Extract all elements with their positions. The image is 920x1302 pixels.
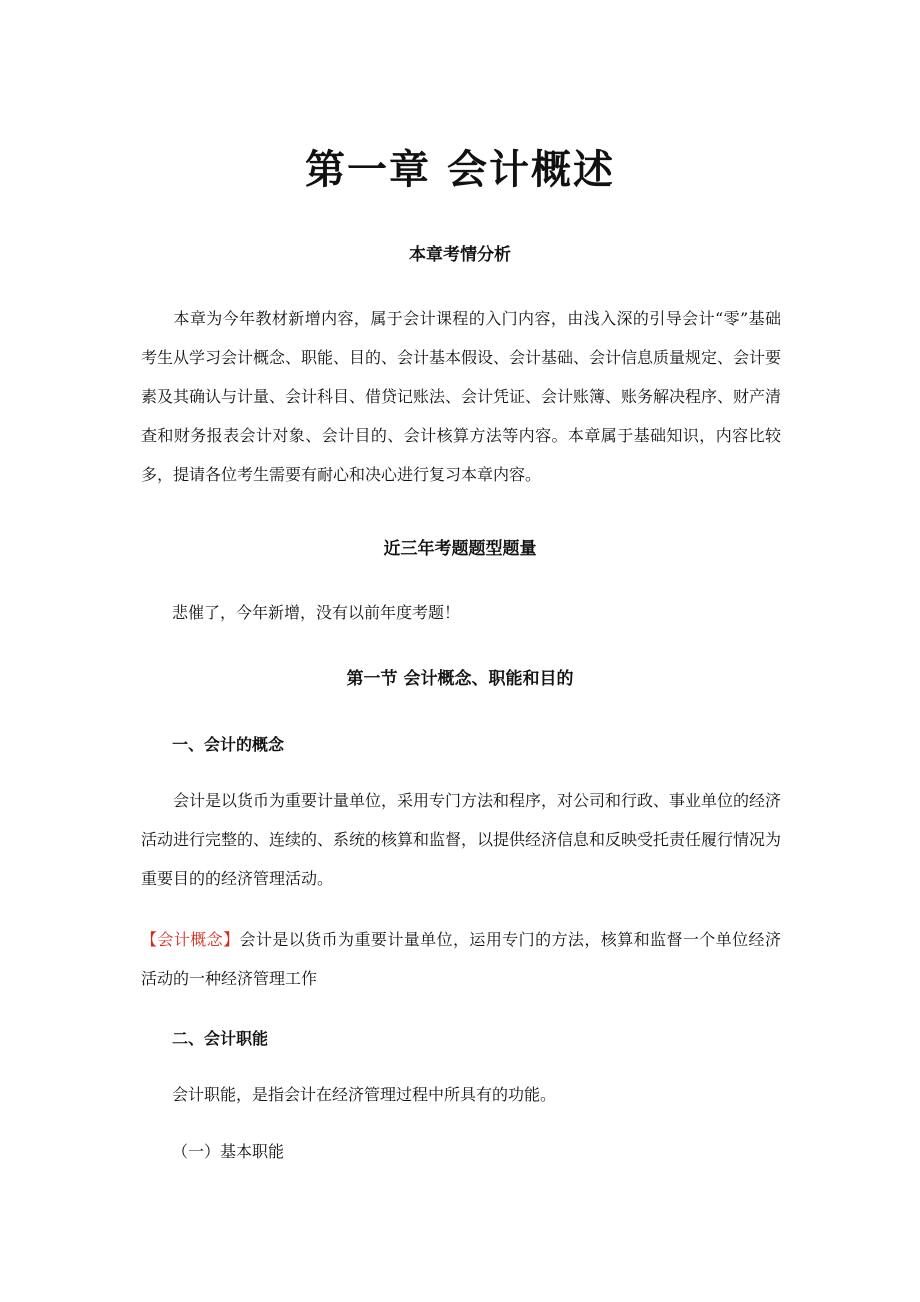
concept-heading: 一、会计的概念 [172, 735, 285, 754]
concept-text: 会计是以货币为重要计量单位，采用专门方法和程序，对公司和行政、事业单位的经济活动进行完整的、连续的、系统的核算和监督，以提供经济信息和反映受托责任履行情况为重要目的的经济管理活动。 [141, 791, 782, 888]
section-1-heading: 第一节 会计概念、职能和目的 [346, 669, 574, 689]
concept-note-tag: 【会计概念】 [141, 930, 240, 949]
functions-heading: 二、会计职能 [172, 1029, 269, 1048]
recent-exams-text: 悲催了，今年新增，没有以前年度考题！ [172, 603, 461, 622]
functions-text: 会计职能，是指会计在经济管理过程中所具有的功能。 [172, 1085, 557, 1104]
recent-exams-heading: 近三年考题题型题量 [383, 539, 537, 559]
chapter-title: 第一章 会计概述 [305, 146, 615, 193]
exam-analysis-text: 本章为今年教材新增内容，属于会计课程的入门内容，由浅入深的引导会计“零”基础考生从学习会计概念、职能、目的、会计基本假设、会计基础、会计信息质量规定、会计要素及其确认与计量、会计科目、借贷记账法、会计凭证、会计账簿、账务解决程序、财产清查和财务报表会计对象、会计目的、会计核算方法等内容。本章属于基础知识，内容比较多，提请各位考生需要有耐心和决心进行复习本章内容。 [141, 309, 782, 484]
concept-note-text: 会计是以货币为重要计量单位，运用专门的方法，核算和监督一个单位经济活动的一种经济管理工作 [141, 930, 781, 988]
basic-functions-heading: （一）基本职能 [172, 1142, 285, 1161]
exam-analysis-paragraph [141, 299, 781, 494]
exam-analysis-heading: 本章考情分析 [409, 245, 511, 265]
concept-paragraph [141, 781, 781, 898]
concept-note-paragraph [141, 920, 781, 998]
